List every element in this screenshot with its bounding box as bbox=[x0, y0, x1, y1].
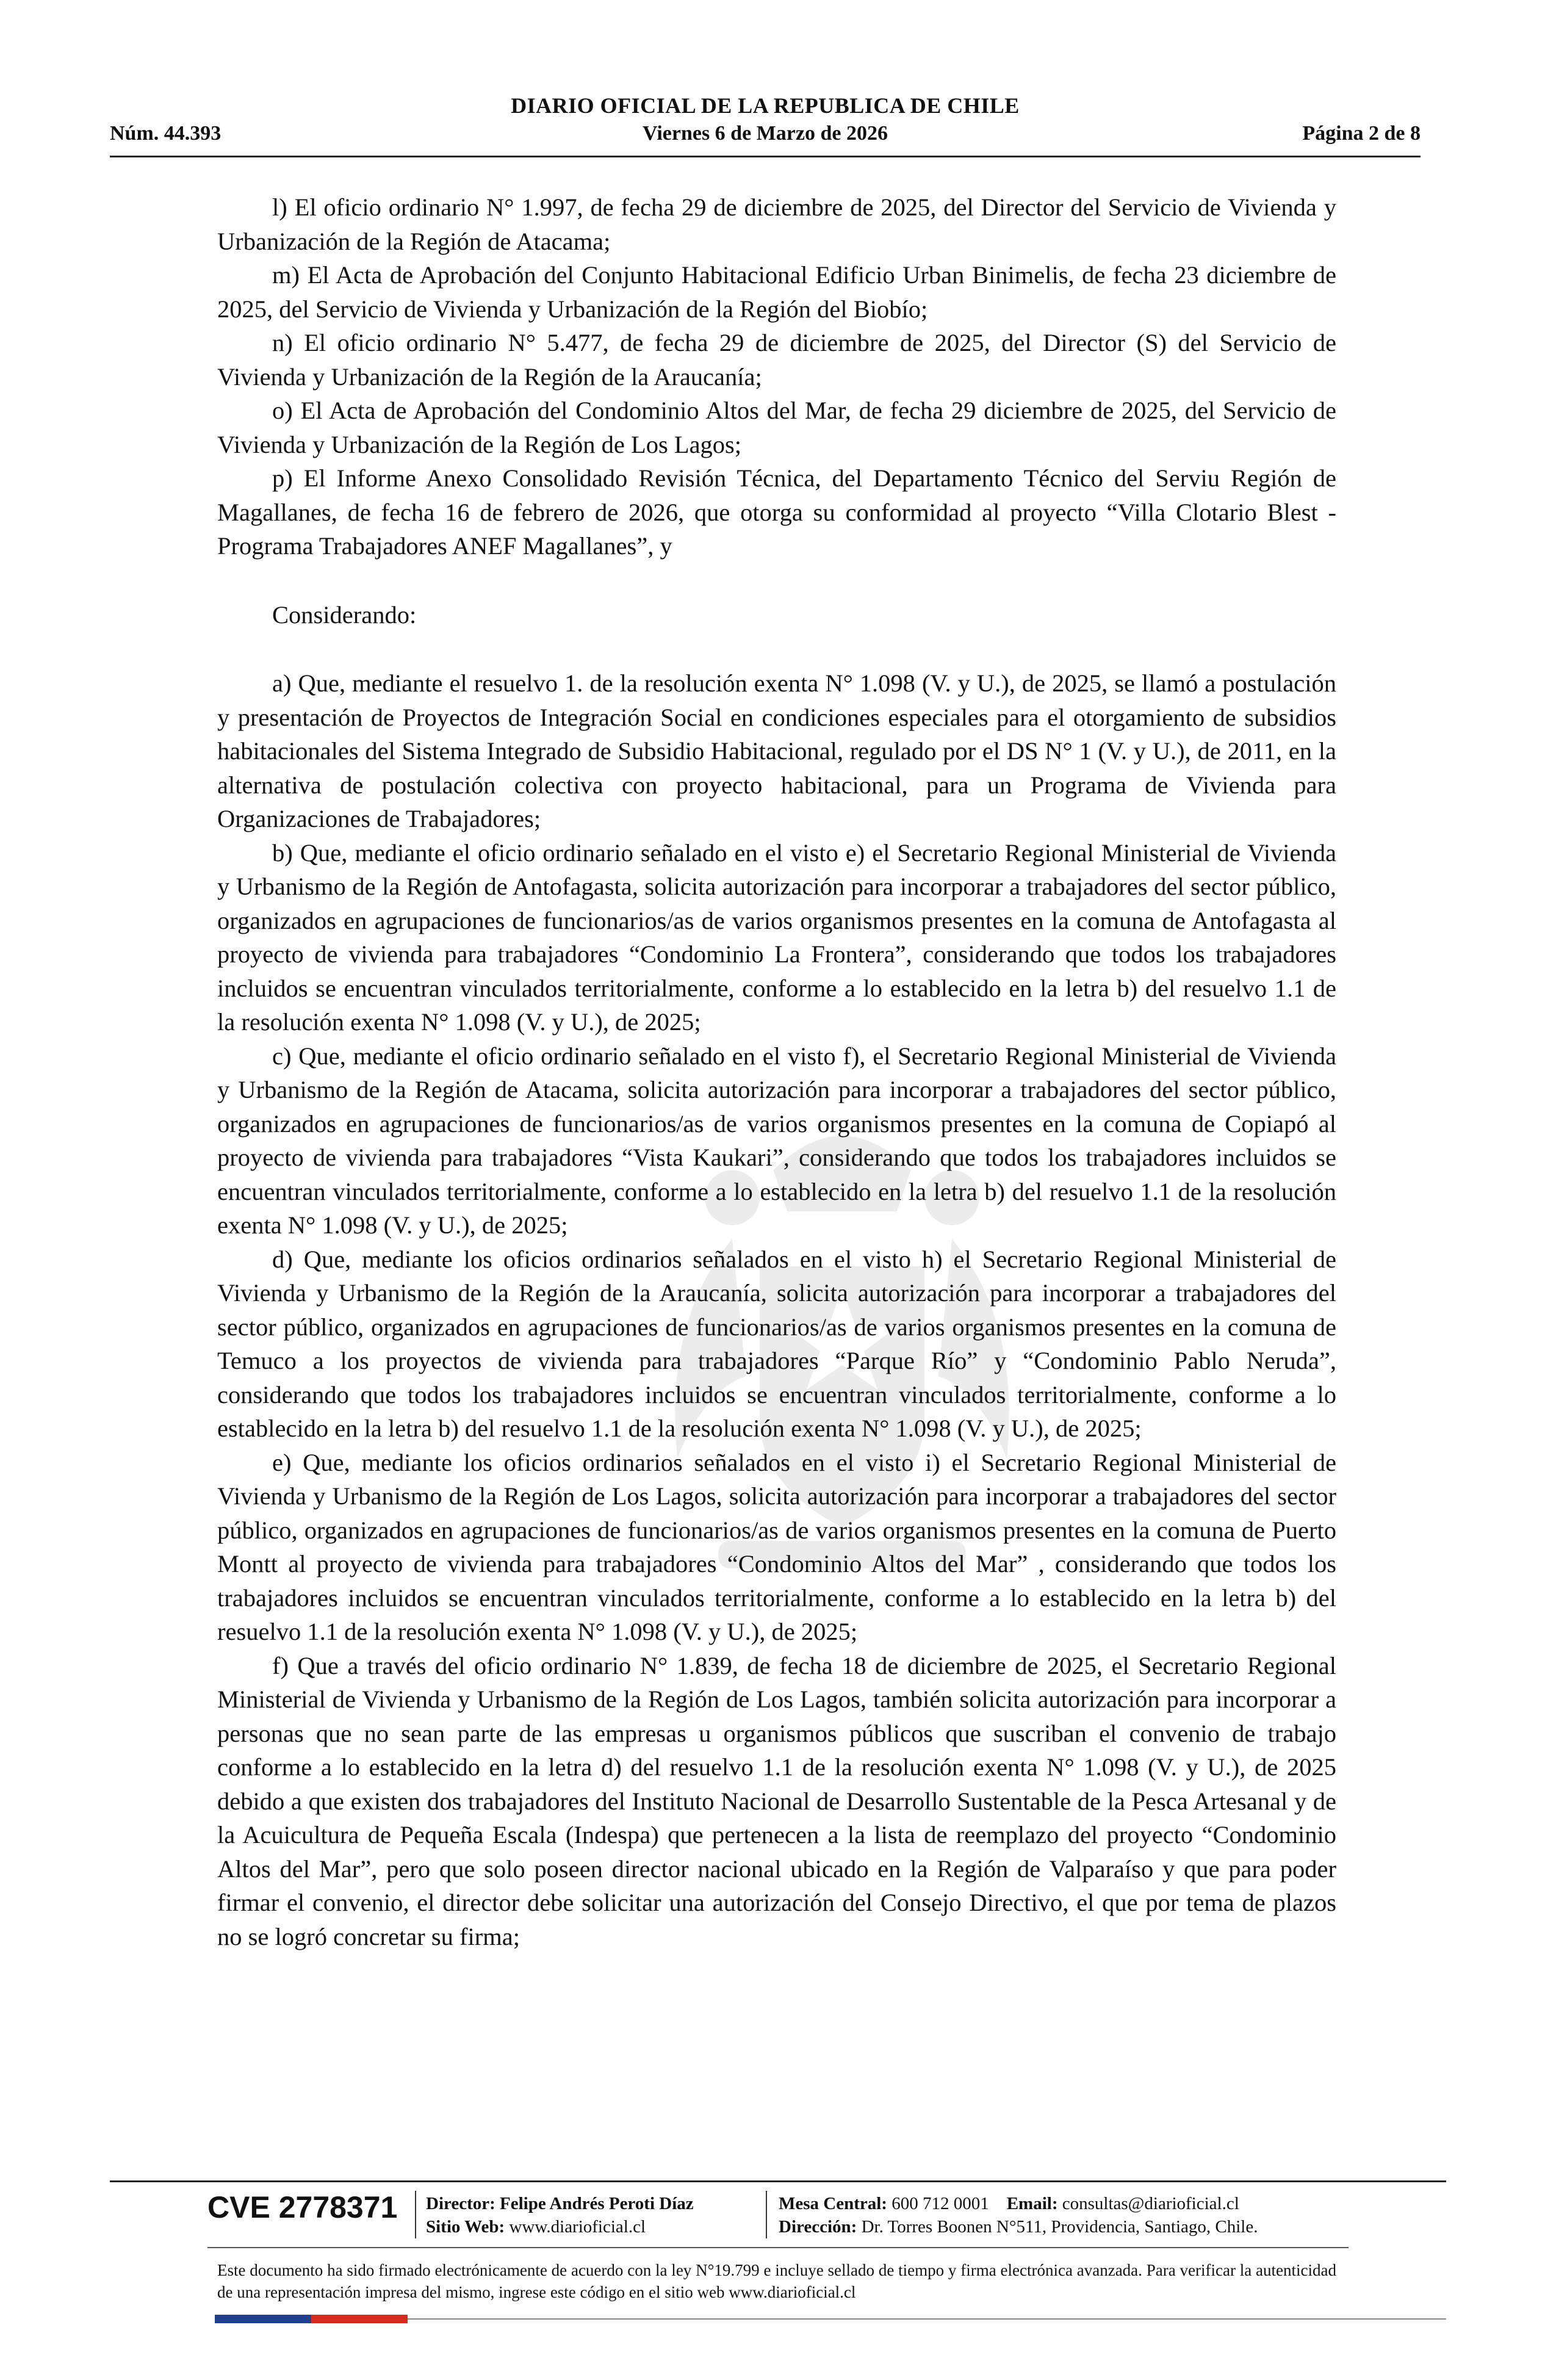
footer-contact-block bbox=[779, 2192, 1258, 2238]
document-body bbox=[217, 190, 1336, 1953]
footer-separator bbox=[415, 2191, 416, 2238]
issue-number: Núm. 44.393 bbox=[110, 122, 222, 145]
header-divider bbox=[110, 156, 1421, 157]
signature-notice: Este documento ha sido firmado electrónicamente de acuerdo con la ley N°19.799 e incluye sellado de tiempo y firma electrónica avanzada. Para verificar la autenticidad de una representación impresa del mismo, ingrese este código en el sitio web www.diarioficial.cl bbox=[217, 2261, 1336, 2301]
visto-item: p) El Informe Anexo Consolidado Revisión Técnica, del Departamento Técnico del Serviu Región de Magallanes, de fecha 16 de febrero de 2026, que otorga su conformidad al proyecto “Villa Clotario Blest - Programa Trabajadores ANEF Magallanes”, y bbox=[217, 464, 1336, 560]
footer-bottom-rule bbox=[408, 2318, 1446, 2320]
director-name: Felipe Andrés Peroti Díaz bbox=[500, 2194, 694, 2213]
footer-director-block bbox=[426, 2192, 694, 2238]
cve-code: CVE 2778371 bbox=[207, 2190, 398, 2224]
page-header bbox=[110, 93, 1421, 154]
footer-inner-divider bbox=[207, 2247, 1349, 2248]
email-label: Email: bbox=[1006, 2194, 1058, 2213]
email-link[interactable]: consultas@diarioficial.cl bbox=[1062, 2194, 1239, 2213]
website-label: Sitio Web: bbox=[426, 2217, 505, 2237]
visto-item: o) El Acta de Aprobación del Condominio Altos del Mar, de fecha 29 diciembre de 2025, del Servicio de Vivienda y Urbanización de la Región de Los Lagos; bbox=[217, 397, 1336, 458]
flag-blue-segment bbox=[215, 2315, 311, 2323]
considerando-heading: Considerando: bbox=[272, 600, 417, 629]
director-label: Director: bbox=[426, 2194, 495, 2213]
website-link[interactable]: www.diarioficial.cl bbox=[509, 2217, 646, 2237]
flag-red-segment bbox=[311, 2315, 408, 2323]
page-indicator: Página 2 de 8 bbox=[1302, 122, 1421, 145]
phone-number: 600 712 0001 bbox=[891, 2194, 989, 2213]
visto-item: l) El oficio ordinario N° 1.997, de fecha 29 de diciembre de 2025, del Director del Servicio de Vivienda y Urbanización de la Región de Atacama; bbox=[217, 193, 1336, 255]
gazette-title: DIARIO OFICIAL DE LA REPUBLICA DE CHILE bbox=[511, 93, 1020, 118]
considerando-item: d) Que, mediante los oficios ordinarios señalados en el visto h) el Secretario Regional Ministerial de Vivienda y Urbanismo de la Región de la Araucanía, solicita autorización para incorporar a trabajadores del sector público, organizados en agrupaciones de funcionarios/as de varios organismos presentes en la comuna de Temuco a los proyectos de vivienda para trabajadores “Parque Río” y “Condominio Pablo Neruda”, considerando que todos los trabajadores incluidos se encuentran vinculados territorialmente, conforme a lo establecido en la letra b) del resuelvo 1.1 de la resolución exenta N° 1.098 (V. y U.), de 2025; bbox=[217, 1245, 1336, 1442]
considerando-item: e) Que, mediante los oficios ordinarios señalados en el visto i) el Secretario Regional Ministerial de Vivienda y Urbanismo de la Región de Los Lagos, solicita autorización para incorporar a trabajadores del sector público, organizados en agrupaciones de funcionarios/as de varios organismos presentes en la comuna de Puerto Montt al proyecto de vivienda para trabajadores “Condominio Altos del Mar” , considerando que todos los trabajadores incluidos se encuentran vinculados territorialmente, conforme a lo establecido en la letra b) del resuelvo 1.1 de la resolución exenta N° 1.098 (V. y U.), de 2025; bbox=[217, 1448, 1336, 1645]
address-label: Dirección: bbox=[779, 2217, 857, 2237]
flag-stripe bbox=[215, 2315, 408, 2323]
visto-item: n) El oficio ordinario N° 5.477, de fecha 29 de diciembre de 2025, del Director (S) del Servicio de Vivienda y Urbanización de la Región de la Araucanía; bbox=[217, 329, 1336, 391]
phone-label: Mesa Central: bbox=[779, 2194, 887, 2213]
address-text: Dr. Torres Boonen N°511, Providencia, Santiago, Chile. bbox=[861, 2217, 1258, 2237]
footer-divider bbox=[110, 2180, 1446, 2182]
visto-item: m) El Acta de Aprobación del Conjunto Habitacional Edificio Urban Binimelis, de fecha 23 diciembre de 2025, del Servicio de Vivienda y Urbanización de la Región del Biobío; bbox=[217, 261, 1336, 323]
footer-separator bbox=[766, 2191, 767, 2238]
considerando-item: f) Que a través del oficio ordinario N° 1.839, de fecha 18 de diciembre de 2025, el Secretario Regional Ministerial de Vivienda y Urbanismo de la Región de Los Lagos, también solicita autorización para incorporar a personas que no sean parte de las empresas u organismos públicos que suscriban el convenio de trabajo conforme a lo establecido en la letra d) del resuelvo 1.1 de la resolución exenta N° 1.098 (V. y U.), de 2025 debido a que existen dos trabajadores del Instituto Nacional de Desarrollo Sustentable de la Pesca Artesanal y de la Acuicultura de Pequeña Escala (Indespa) que pertenecen a la lista de reemplazo del proyecto “Condominio Altos del Mar”, pero que solo poseen director nacional ubicado en la Región de Valparaíso y que para poder firmar el convenio, el director debe solicitar una autorización del Consejo Directivo, el que por tema de plazos no se logró concretar su firma; bbox=[217, 1651, 1336, 1950]
issue-date: Viernes 6 de Marzo de 2026 bbox=[643, 122, 888, 145]
considerando-item: b) Que, mediante el oficio ordinario señalado en el visto e) el Secretario Regional Ministerial de Vivienda y Urbanismo de la Región de Antofagasta, solicita autorización para incorporar a trabajadores del sector público, organizados en agrupaciones de funcionarios/as de varios organismos presentes en la comuna de Antofagasta al proyecto de vivienda para trabajadores “Condominio La Frontera”, considerando que todos los trabajadores incluidos se encuentran vinculados territorialmente, conforme a lo establecido en la letra b) del resuelvo 1.1 de la resolución exenta N° 1.098 (V. y U.), de 2025; bbox=[217, 838, 1336, 1036]
considerando-item: a) Que, mediante el resuelvo 1. de la resolución exenta N° 1.098 (V. y U.), de 2025, se llamó a postulación y presentación de Proyectos de Integración Social en condiciones especiales para el otorgamiento de subsidios habitacionales del Sistema Integrado de Subsidio Habitacional, regulado por el DS N° 1 (V. y U.), de 2011, en la alternativa de postulación colectiva con proyecto habitacional, para un Programa de Vivienda para Organizaciones de Trabajadores; bbox=[217, 669, 1336, 832]
considerando-item: c) Que, mediante el oficio ordinario señalado en el visto f), el Secretario Regional Ministerial de Vivienda y Urbanismo de la Región de Atacama, solicita autorización para incorporar a trabajadores del sector público, organizados en agrupaciones de funcionarios/as de varios organismos presentes en la comuna de Copiapó al proyecto de vivienda para trabajadores “Vista Kaukari”, considerando que todos los trabajadores incluidos se encuentran vinculados territorialmente, conforme a lo establecido en la letra b) del resuelvo 1.1 de la resolución exenta N° 1.098 (V. y U.), de 2025; bbox=[217, 1042, 1336, 1239]
